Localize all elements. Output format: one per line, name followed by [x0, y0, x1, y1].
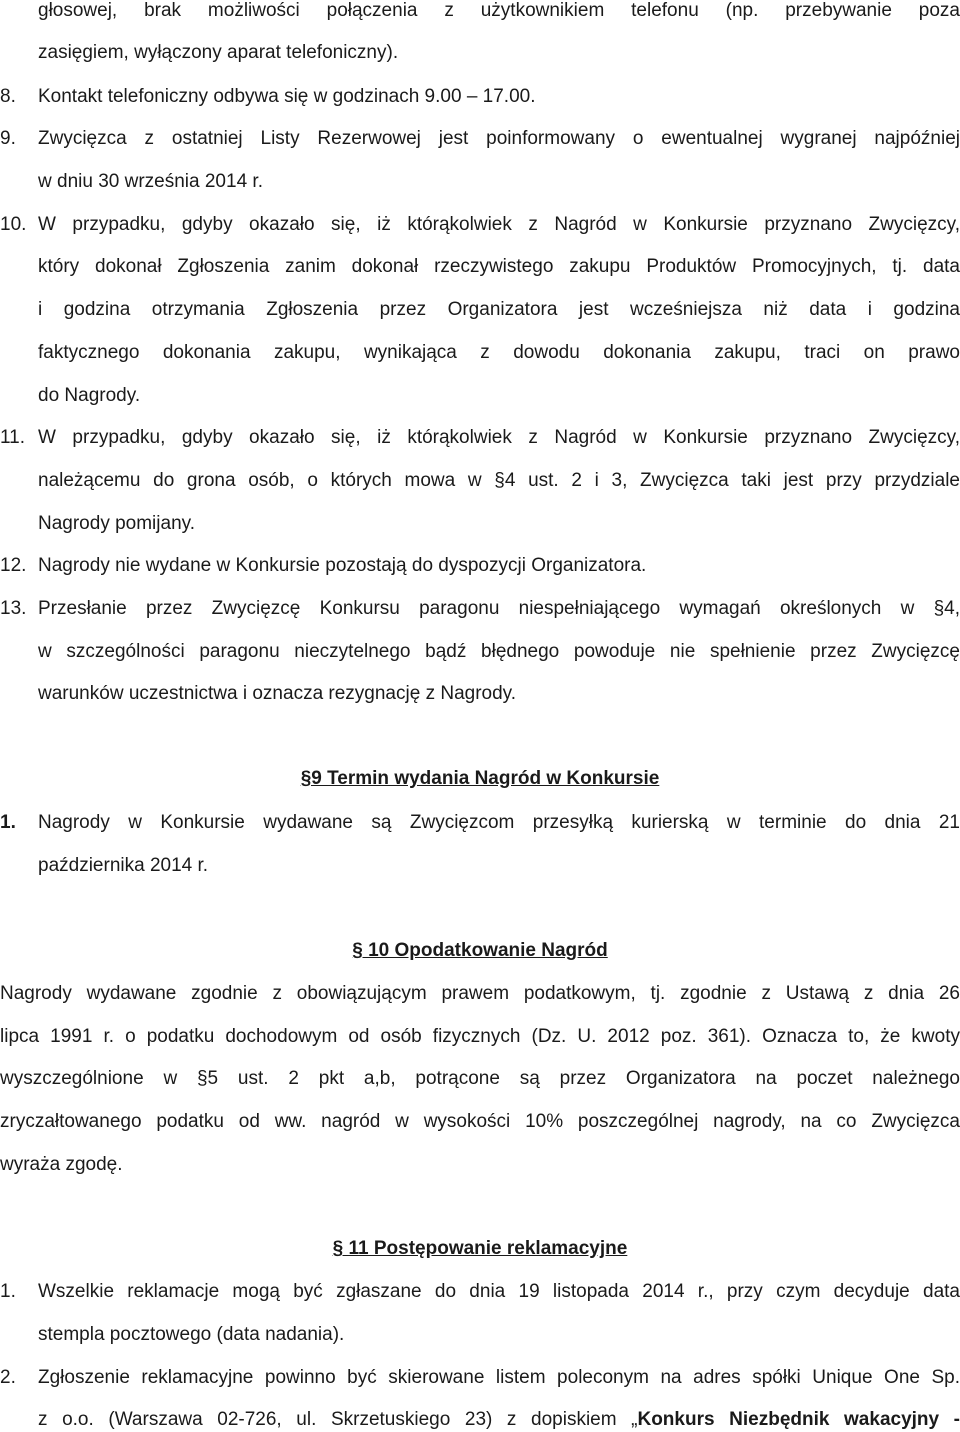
list-number: 1.	[0, 812, 16, 833]
list-item-text: Nagrody pomijany.	[38, 513, 196, 534]
list-item-text: W przypadku, gdyby okazało się, iż którąkolwiek z Nagród w Konkursie przyznano Zwycięzcy,	[38, 427, 960, 448]
list-item-text: Nagrody w Konkursie wydawane są Zwycięzcom przesyłką kurierską w terminie do dnia 21	[38, 812, 960, 833]
list-number: 2.	[0, 1367, 16, 1388]
paragraph-line: wyraża zgodę.	[0, 1154, 123, 1175]
list-item-text: Wszelkie reklamacje mogą być zgłaszane do dnia 19 listopada 2014 r., przy czym decyduje data	[38, 1281, 960, 1302]
list-item-text: który dokonał Zgłoszenia zanim dokonał rzeczywistego zakupu Produktów Promocyjnych, tj. data	[38, 256, 960, 277]
section-title: § 10 Opodatkowanie Nagród	[352, 940, 608, 961]
paragraph-line: zasięgiem, wyłączony aparat telefoniczny).	[38, 42, 399, 63]
list-item-text: stempla pocztowego (data nadania).	[38, 1324, 345, 1345]
list-item-text: W przypadku, gdyby okazało się, iż którąkolwiek z Nagród w Konkursie przyznano Zwycięzcy,	[38, 214, 960, 235]
paragraph-line: zryczałtowanego podatku od ww. nagród w wysokości 10% poszczególnej nagrody, na co Zwycięzca	[0, 1111, 960, 1132]
list-number: 11.	[0, 427, 26, 448]
list-item-text: Zgłoszenie reklamacyjne powinno być skierowane listem poleconym na adres spółki Unique One Sp.	[38, 1367, 960, 1388]
list-number: 13.	[0, 598, 27, 619]
list-item-text: warunków uczestnictwa i oznacza rezygnację z Nagrody.	[38, 683, 517, 704]
list-item-text: października 2014 r.	[38, 855, 209, 876]
list-item-text: Przesłanie przez Zwycięzcę Konkursu paragonu niespełniającego wymagań określonych w §4,	[38, 598, 960, 619]
paragraph-line: Nagrody wydawane zgodnie z obowiązującym prawem podatkowym, tj. zgodnie z Ustawą z dnia 26	[0, 983, 960, 1004]
list-item-text: i godzina otrzymania Zgłoszenia przez Organizatora jest wcześniejsza niż data i godzina	[38, 299, 960, 320]
list-item-text	[38, 1409, 960, 1431]
list-number: 9.	[0, 128, 16, 149]
list-number: 12.	[0, 555, 27, 576]
paragraph-line: wyszczególnione w §5 ust. 2 pkt a,b, potrącone są przez Organizatora na poczet należnego	[0, 1068, 960, 1089]
list-item-text: należącemu do grona osób, o których mowa w §4 ust. 2 i 3, Zwycięzca taki jest przy przydziale	[38, 470, 960, 491]
section-heading	[0, 1238, 960, 1260]
section-heading	[0, 768, 960, 790]
section-title: §9 Termin wydania Nagród w Konkursie	[300, 768, 660, 789]
list-item-text-plain: z o.o. (Warszawa 02-726, ul. Skrzetuskiego 23) z dopiskiem „	[38, 1409, 638, 1430]
list-item-text: Zwycięzca z ostatniej Listy Rezerwowej jest poinformowany o ewentualnej wygranej najpóźniej	[38, 128, 960, 149]
list-item-text: w dniu 30 września 2014 r.	[38, 171, 263, 192]
list-item-text: do Nagrody.	[38, 385, 141, 406]
list-number: 10.	[0, 214, 27, 235]
list-number: 8.	[0, 86, 16, 107]
list-item-text: Kontakt telefoniczny odbywa się w godzinach 9.00 – 17.00.	[38, 86, 536, 107]
list-number: 1.	[0, 1281, 16, 1302]
section-title: § 11 Postępowanie reklamacyjne	[332, 1238, 628, 1259]
section-heading	[0, 940, 960, 962]
paragraph-line: głosowej, brak możliwości połączenia z użytkownikiem telefonu (np. przebywanie poza	[38, 0, 960, 21]
list-item-text-bold: Konkurs Niezbędnik wakacyjny -	[637, 1409, 960, 1430]
list-item-text: Nagrody nie wydane w Konkursie pozostają do dyspozycji Organizatora.	[38, 555, 647, 576]
list-item-text: faktycznego dokonania zakupu, wynikająca z dowodu dokonania zakupu, traci on prawo	[38, 342, 960, 363]
list-item-text: w szczególności paragonu nieczytelnego bądź błędnego powoduje nie spełnienie przez Zwycięzcę	[38, 641, 960, 662]
paragraph-line: lipca 1991 r. o podatku dochodowym od osób fizycznych (Dz. U. 2012 poz. 361). Oznacza to, że kwoty	[0, 1026, 960, 1047]
